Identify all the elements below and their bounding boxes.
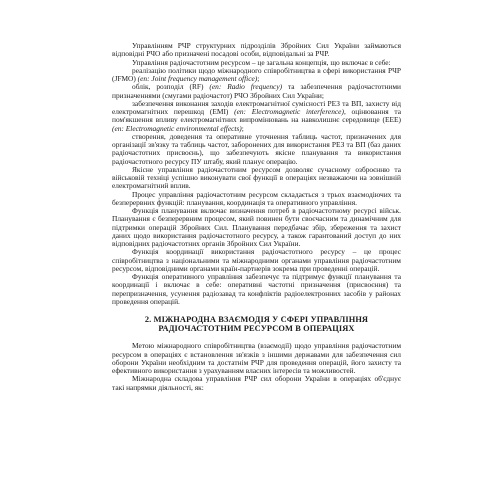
document-body: [112, 42, 401, 392]
section-spacer: [112, 306, 401, 315]
english-term: (en: Electromagnetic interference): [234, 107, 344, 116]
list-item-text: забезпечення виконання заходів електромагнітної сумісності РЕЗ та ВП, захисту від електромагнітних перешкод (EMI): [112, 98, 401, 116]
paragraph-process-functions: Процес управління радіочастотним ресурсом складається з трьох взаємодіючих та безперервних функцій: планування, координація та оперативного управління.: [112, 189, 401, 207]
paragraph-operational-function: Функція оперативного управління забезпечує та підтримує функції планування та координації і включає в себе: оперативні частотні призначення (присвоєння) та перепризначення, усунення радіозавад та конфліктів радіоелектронних засобів у районах проведення операцій.: [112, 272, 401, 306]
list-item-text: облік, розподіл (RF): [132, 82, 210, 92]
section-heading: [112, 315, 401, 333]
list-item-emi: [112, 100, 401, 133]
list-item-jfmo: [112, 67, 401, 84]
paragraph-planning-function: Функція планування включає визначення потреб в радіочастотному ресурсі військ. Планування є безперервним процесом, який повинен бути своєчасним та динамічним для підтримки операцій Збройних Сил. Планування передбачає збір, збереження та захист даних щодо використання радіочастотного ресурсу, а також гарантований доступ до них відповідних радіочастотних органів Збройних Сил України.: [112, 206, 401, 248]
section-heading-line-1: 2. МІЖНАРОДНА ВЗАЄМОДІЯ У СФЕРІ УПРАВЛІННЯ: [144, 315, 369, 324]
list-item-text: , оцінювання та пом'якшення впливу електромагнітних випромінювань на навколишнє середовище (EEE): [112, 107, 402, 125]
list-item-frequency-tables: створення, доведення та оперативне уточнення таблиць частот, призначених для організації зв'язку та таблиць частот, заборонених для використання РЕЗ та ВП (баз даних радіочастотних присвоєнь), що забезпечують якісне планування та використання радіочастотного ресурсу ПУ штабу, який планує операцію.: [112, 131, 401, 166]
section-heading-line-2: РАДІОЧАСТОТНИМ РЕСУРСОМ В ОПЕРАЦІЯХ: [158, 324, 355, 334]
paragraph-quality-management: Якісне управління радіочастотним ресурсом дозволяє сучасному озброєнню та військовій техніці успішно виконувати свої функції в операціях незважаючи на зовнішній електромагнітний вплив.: [112, 164, 401, 191]
list-item-text: та забезпечення радіочастотними призначеннями (смугами радіочастот) РЧО Збройних Сил України;: [112, 82, 401, 100]
paragraph-international-component: Міжнародна складова управління РЧР сил оборони України в операціях об'єднує такі напрямки діяльності, як:: [112, 374, 401, 392]
english-term: (en: Radio frequency): [209, 82, 283, 92]
list-item-text: ;: [257, 74, 260, 83]
english-term: (en: Electromagnetic environmental effects): [112, 123, 242, 133]
paragraph-concept-intro: Управління радіочастотним ресурсом – це загальна концепція, що включає в себе:: [132, 57, 391, 67]
list-item-rf: [112, 83, 401, 100]
paragraph-cooperation-goal: Метою міжнародного співробітництва (взаємодії) щодо управління радіочастотним ресурсом в операціях є встановлення зв'язків з іншими державами для забезпечення сил оборони України необхідним та достатнім РЧР для проведення операцій, його захисту та ефективного використання з урахуванням власних інтересів та можливостей.: [112, 341, 401, 376]
paragraph-management-units: Управлінням РЧР структурних підрозділів Збройних Сил України займаються відповідні РЧО або призначені посадові особи, відповідальні за РЧР.: [112, 41, 401, 59]
english-term: (en: Joint frequency management office): [137, 74, 258, 83]
list-item-text: ;: [241, 123, 244, 133]
paragraph-coordination-function: Функція координації використання радіочастотного ресурсу – це процес співробітництва з національними та міжнародними органами управління радіочастотним ресурсом, відповідними органами країн-партнерів зокрема при проведенні операцій.: [112, 247, 401, 273]
list-item-text: реалізацію політики щодо міжнародного співробітництва в сфері використання РЧР (JFMO): [112, 65, 401, 83]
